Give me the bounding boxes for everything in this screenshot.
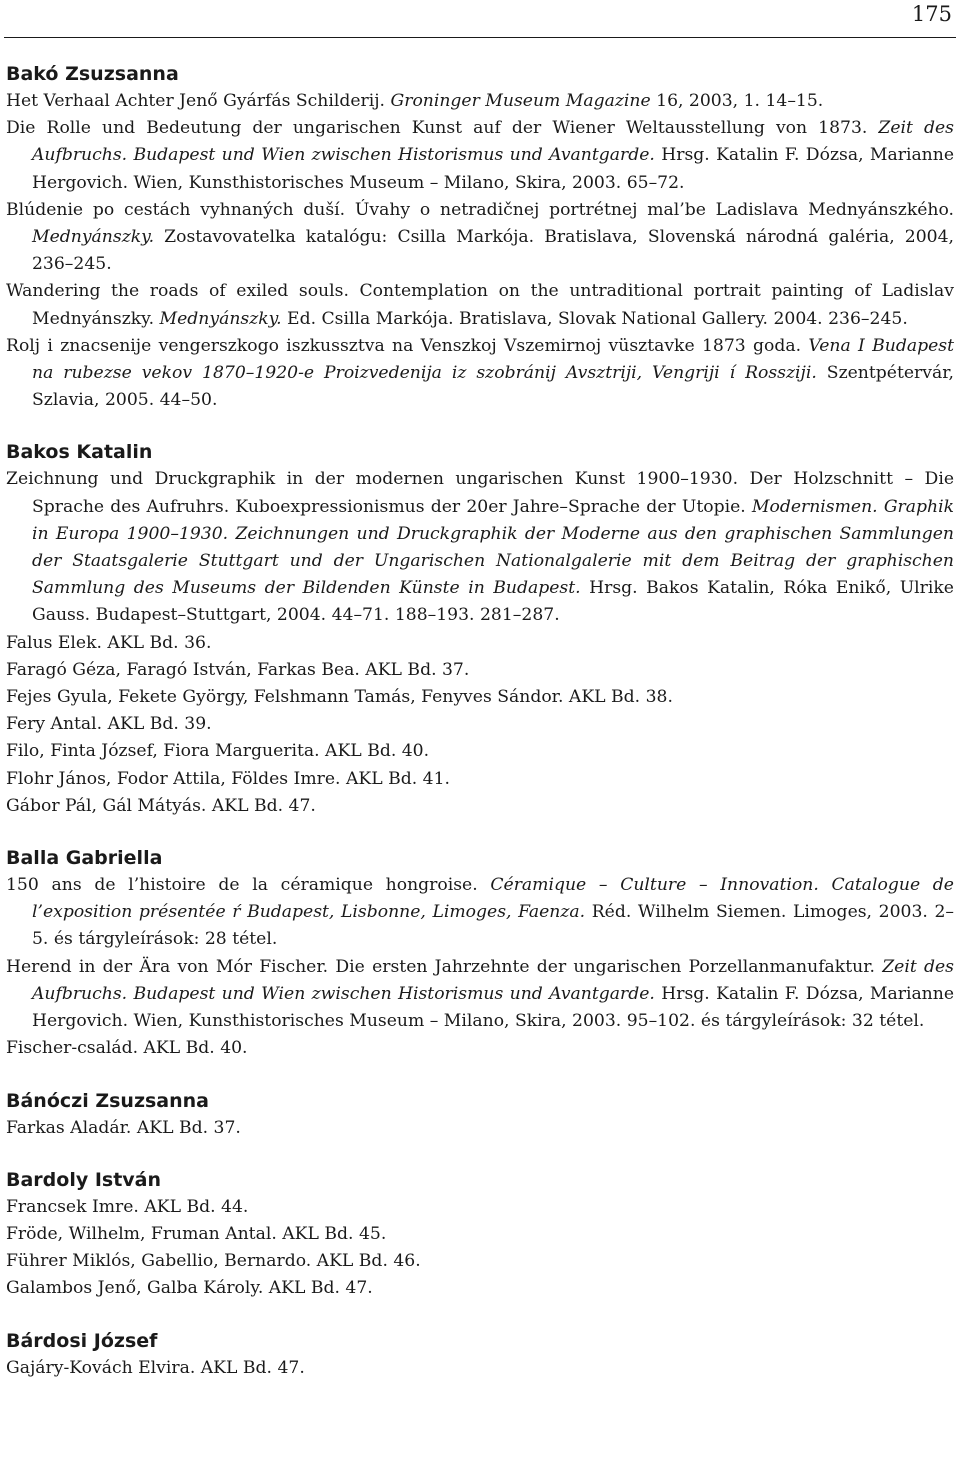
entry-text: Flohr János, Fodor Attila, Földes Imre. AKL Bd. 41. (6, 768, 450, 789)
entry-text: Gajáry-Kovách Elvira. AKL Bd. 47. (6, 1357, 305, 1378)
bibliography-entry (6, 197, 954, 279)
entry-text: Filo, Finta József, Fiora Marguerita. AKL Bd. 40. (6, 741, 430, 762)
entry-text: Herend in der Ära von Mór Fischer. Die ersten Jahrzehnte der ungarischen Porzellanmanufaktur. (6, 956, 883, 977)
entry-text: Zeichnung und Druckgraphik in der modernen ungarischen Kunst 1900–1930. Der Holzschnitt – Die Sprache des Aufruhrs. Kuboexpressionismus der 20er Jahre–Sprache der Utopie. (6, 469, 954, 517)
bibliography-entry (6, 793, 954, 820)
author-section (6, 1328, 954, 1382)
entry-text: Het Verhaal Achter Jenő Gyárfás Schilderij. (6, 91, 391, 111)
author-section (6, 1167, 954, 1303)
author-section (6, 61, 954, 414)
bibliography-entry (6, 954, 954, 1036)
entry-text: Hrsg. Katalin F. Dózsa, Marianne Hergovich. Wien, Kunsthistorisches Museum – Milano, Skira, 2003. 65–72. (32, 145, 954, 193)
entry-italic-text: Zeit des Aufbruchs. Budapest und Wien zwischen Historismus und Avantgarde. (32, 956, 954, 1004)
entry-italic-text: Mednyánszky. (32, 227, 155, 248)
bibliography-entry (6, 115, 954, 197)
bibliography-entry (6, 88, 954, 115)
entry-text: Faragó Géza, Faragó István, Farkas Bea. AKL Bd. 37. (6, 659, 470, 680)
bibliography-entry (6, 657, 954, 684)
bibliography-entry (6, 1355, 954, 1382)
entry-text: Gábor Pál, Gál Mátyás. AKL Bd. 47. (6, 795, 316, 816)
bibliography-entry (6, 684, 954, 711)
author-name: Bardoly István (6, 1168, 162, 1191)
entry-text: Hrsg. Katalin F. Dózsa, Marianne Hergovich. Wien, Kunsthistorisches Museum – Milano, Skira, 2003. 95–102. és tárgyleírások: 32 tétel. (32, 983, 954, 1032)
bibliography-entry (6, 333, 954, 415)
bibliography-content (6, 61, 954, 1407)
author-name: Balla Gabriella (6, 847, 163, 870)
author-name: Bárdosi József (6, 1329, 158, 1352)
entry-italic-text: Céramique – Culture – Innovation. Catalogue de l’exposition présentée ŕ Budapest, Lisbonne, Limoges, Faenza. (32, 875, 954, 923)
entry-text: Fischer-család. AKL Bd. 40. (6, 1038, 248, 1059)
entry-text: 150 ans de l’histoire de la céramique hongroise. (6, 875, 491, 896)
entry-text: Blúdenie po cestách vyhnaných duší. Úvahy o netradičnej portrétnej mal’be Ladislava Mednyánszkého. (6, 199, 954, 220)
entry-text: 16, 2003, 1. 14–15. (650, 91, 824, 111)
bibliography-entry (6, 1275, 954, 1302)
header-rule (4, 37, 956, 38)
bibliography-entry (6, 766, 954, 793)
author-section (6, 845, 954, 1062)
entry-text: Ed. Csilla Markója. Bratislava, Slovak National Gallery. 2004. 236–245. (281, 308, 908, 329)
entry-italic-text: Groninger Museum Magazine (390, 91, 651, 111)
entry-text: Wandering the roads of exiled souls. Contemplation on the untraditional portrait painting of Ladislav Mednyánszky. (6, 281, 954, 329)
entry-text: Hrsg. Bakos Katalin, Róka Enikő, Ulrike Gauss. Budapest–Stuttgart, 2004. 44–71. 188–193. 281–287. (32, 578, 954, 626)
entry-text: Falus Elek. AKL Bd. 36. (6, 632, 212, 653)
entry-text: Fejes Gyula, Fekete György, Felshmann Tamás, Fenyves Sándor. AKL Bd. 38. (6, 687, 673, 708)
entry-italic-text: Zeit des Aufbruchs. Budapest und Wien zwischen Historismus und Avantgarde. (32, 118, 954, 166)
entry-text: Francsek Imre. AKL Bd. 44. (6, 1196, 249, 1217)
entry-italic-text: Modernismen. Graphik in Europa 1900–1930. Zeichnungen und Druckgraphik der Moderne aus den graphischen Sammlungen der Staatsgalerie Stuttgart und der Ungarischen Nationalgalerie mit dem Beitrag der graphischen Sammlung des Museums der Bildenden Künste in Budapest. (32, 496, 954, 599)
entry-text: Farkas Aladár. AKL Bd. 37. (6, 1117, 241, 1138)
entry-text: Réd. Wilhelm Siemen. Limoges, 2003. 2–5. és tárgyleírások: 28 tétel. (32, 902, 954, 950)
entry-text: Zostavovatelka katalógu: Csilla Markója. Bratislava, Slovenská národná galéria, 2004, 236–245. (32, 227, 954, 275)
bibliography-entry (6, 1248, 954, 1275)
entry-text: Die Rolle und Bedeutung der ungarischen Kunst auf der Wiener Weltausstellung von 1873. (6, 118, 879, 139)
entry-italic-text: Mednyánszky. (159, 308, 282, 329)
entry-text: Szentpétervár, Szlavia, 2005. 44–50. (32, 363, 955, 411)
entry-text: Galambos Jenő, Galba Károly. AKL Bd. 47. (6, 1278, 373, 1299)
bibliography-entry (6, 630, 954, 657)
bibliography-entry (6, 738, 954, 765)
bibliography-entry (6, 1221, 954, 1248)
entry-text: Führer Miklós, Gabellio, Bernardo. AKL Bd. 46. (6, 1251, 421, 1272)
entry-text: Fery Antal. AKL Bd. 39. (6, 714, 212, 735)
bibliography-entry (6, 278, 954, 332)
bibliography-entry (6, 1035, 954, 1062)
author-name: Bánóczi Zsuzsanna (6, 1089, 210, 1112)
entry-text: Rolj i znacsenije vengerszkogo iszkussztva na Venszkoj Vszemirnoj vüsztavke 1873 goda. (6, 335, 809, 356)
author-section (6, 1088, 954, 1142)
author-section (6, 439, 954, 820)
author-name: Bakos Katalin (6, 441, 153, 464)
bibliography-entry (6, 466, 954, 629)
bibliography-entry (6, 1194, 954, 1221)
bibliography-entry (6, 1115, 954, 1142)
entry-text: Fröde, Wilhelm, Fruman Antal. AKL Bd. 45. (6, 1223, 387, 1244)
page-number: 175 (911, 2, 952, 26)
entry-italic-text: Vena I Budapest na rubezse vekov 1870–1920-e Proizvedenija iz szobránij Avsztriji, Vengriji í Rossziji. (32, 335, 955, 384)
bibliography-entry (6, 872, 954, 954)
author-name: Bakó Zsuzsanna (6, 63, 179, 85)
bibliography-entry (6, 711, 954, 738)
